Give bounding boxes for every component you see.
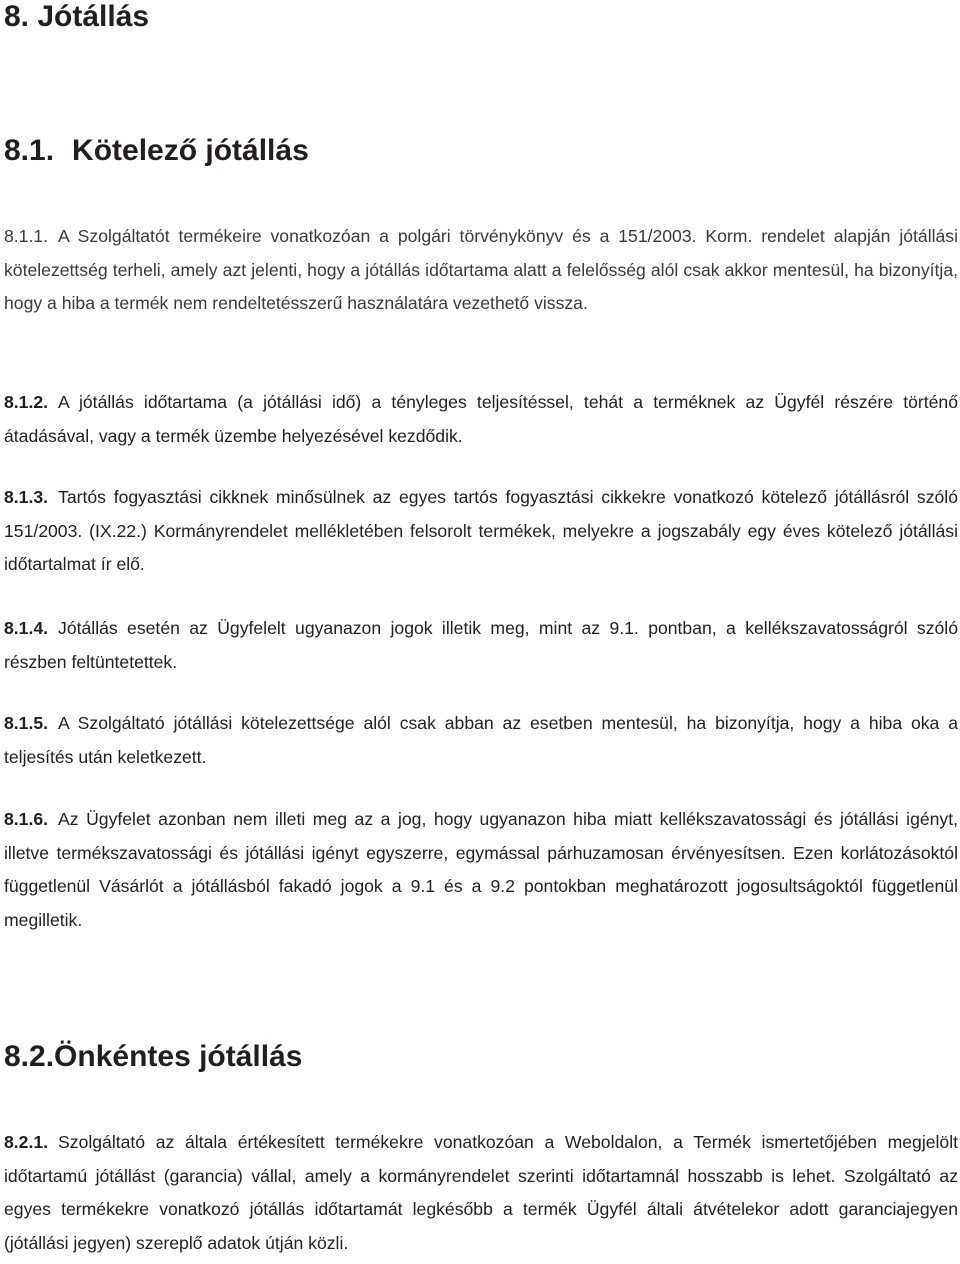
section-heading: Kötelező jótállás xyxy=(72,134,309,167)
paragraph-8-1-3 xyxy=(4,481,958,582)
paragraph-number: 8.1.5. xyxy=(4,713,49,733)
paragraph-8-1-5 xyxy=(4,707,958,774)
paragraph-8-1-4 xyxy=(4,612,958,679)
section-title-8-2 xyxy=(4,1040,302,1074)
section-title-8-1 xyxy=(4,134,309,168)
paragraph-number: 8.1.2. xyxy=(4,392,49,412)
document-title: 8. Jótállás xyxy=(4,0,150,33)
paragraph-text: A Szolgáltató jótállási kötelezettsége alól csak abban az esetben mentesül, ha bizonyítja, hogy a hiba oka a teljesítés után keletkezett. xyxy=(4,713,958,767)
paragraph-8-2-1 xyxy=(4,1126,958,1260)
paragraph-text: Szolgáltató az általa értékesített termékekre vonatkozóan a Weboldalon, a Termék ismertetőjében megjelölt időtartamú jótállást (garancia) vállal, amely a kormányrendelet szerinti időtartamnál hosszabb is lehet. Szolgáltató az egyes termékekre vonatkozó jótállás időtartamát legkésőbb a termék Ügyfél általi átvételekor adott garanciajegyen (jótállási jegyen) szereplő adatok útján közli. xyxy=(4,1132,958,1253)
paragraph-8-1-2 xyxy=(4,386,958,453)
paragraph-number: 8.1.3. xyxy=(4,487,49,507)
paragraph-number: 8.2.1. xyxy=(4,1132,49,1152)
section-heading: Önkéntes jótállás xyxy=(54,1040,303,1073)
paragraph-text: A jótállás időtartama (a jótállási idő) a tényleges teljesítéssel, tehát a terméknek az Ügyfél részére történő átadásával, vagy a termék üzembe helyezésével kezdődik. xyxy=(4,392,958,446)
paragraph-text: Tartós fogyasztási cikknek minősülnek az egyes tartós fogyasztási cikkekre vonatkozó kötelező jótállásról szóló 151/2003. (IX.22.) Kormányrendelet mellékletében felsorolt termékek, melyekre a jogszabály egy éves kötelező jótállási időtartalmat ír elő. xyxy=(4,487,958,574)
paragraph-number: 8.1.6. xyxy=(4,809,49,829)
paragraph-number: 8.1.4. xyxy=(4,618,49,638)
paragraph-text: Az Ügyfelet azonban nem illeti meg az a jog, hogy ugyanazon hiba miatt kellékszavatossági és jótállási igényt, illetve termékszavatossági és jótállási igényt egyszerre, egymással párhuzamosan érvényesítsen. Ezen korlátozásoktól függetlenül Vásárlót a jótállásból fakadó jogok a 9.1 és a 9.2 pontokban meghatározott jogosultságoktól függetlenül megilletik. xyxy=(4,809,958,930)
paragraph-text: A Szolgáltatót termékeire vonatkozóan a polgári törvénykönyv és a 151/2003. Korm. rendelet alapján jótállási kötelezettség terheli, amely azt jelenti, hogy a jótállás időtartama alatt a felelősség alól csak akkor mentesül, ha bizonyítja, hogy a hiba a termék nem rendeltetésszerű használatára vezethető vissza. xyxy=(4,226,958,313)
section-number: 8.2. xyxy=(4,1040,55,1073)
paragraph-number: 8.1.1. xyxy=(4,226,49,246)
paragraph-8-1-6 xyxy=(4,803,958,937)
paragraph-8-1-1 xyxy=(4,220,958,321)
paragraph-text: Jótállás esetén az Ügyfelelt ugyanazon jogok illetik meg, mint az 9.1. pontban, a kellékszavatosságról szóló részben feltüntetettek. xyxy=(4,618,958,672)
section-number: 8.1. xyxy=(4,134,55,167)
